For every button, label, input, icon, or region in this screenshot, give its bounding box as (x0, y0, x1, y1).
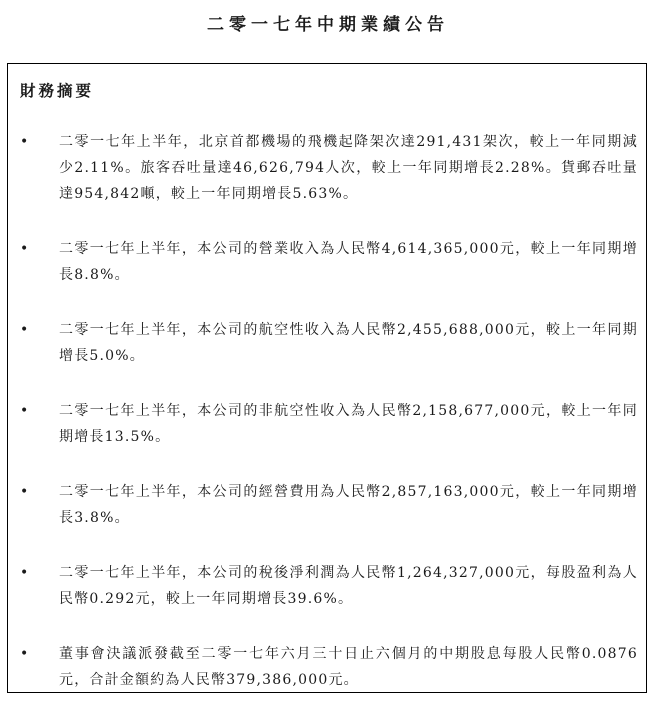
summary-item-net-profit (8, 560, 646, 612)
bullet-icon: • (20, 322, 29, 338)
bullet-icon: • (20, 646, 29, 662)
summary-item-text: 二零一七年上半年，本公司的航空性收入為人民幣2,455,688,000元，較上一年同期增長5.0%。 (59, 322, 638, 364)
bullet-icon: • (20, 484, 29, 500)
summary-item-text: 二零一七年上半年，本公司的營業收入為人民幣4,614,365,000元，較上一年同期增長8.8%。 (59, 241, 638, 283)
summary-item-text: 二零一七年上半年，本公司的非航空性收入為人民幣2,158,677,000元，較上一年同期增長13.5%。 (59, 403, 638, 445)
bullet-icon: • (20, 241, 29, 257)
bullet-icon: • (20, 134, 29, 150)
summary-item-traffic (8, 129, 646, 207)
page-title: 二零一七年中期業績公告 (207, 15, 449, 35)
summary-item-non-aeronautical-revenue (8, 398, 646, 450)
summary-item-operating-expenses (8, 479, 646, 531)
summary-item-text: 二零一七年上半年，本公司的經營費用為人民幣2,857,163,000元，較上一年同期增長3.8%。 (59, 484, 638, 526)
bullet-icon: • (20, 403, 29, 419)
section-heading: 財務摘要 (20, 81, 95, 100)
summary-item-aeronautical-revenue (8, 317, 646, 369)
summary-item-text: 二零一七年上半年，本公司的稅後淨利潤為人民幣1,264,327,000元，每股盈利為人民幣0.292元，較上一年同期增長39.6%。 (59, 565, 638, 607)
summary-item-text: 二零一七年上半年，北京首都機場的飛機起降架次達291,431架次，較上一年同期減少2.11%。旅客吞吐量達46,626,794人次，較上一年同期增長2.28%。貨郵吞吐量達954,842噸，較上一年同期增長5.63%。 (59, 134, 638, 202)
summary-item-text: 董事會決議派發截至二零一七年六月三十日止六個月的中期股息每股人民幣0.0876元，合計金額約為人民幣379,386,000元。 (59, 646, 638, 688)
summary-item-interim-dividend (8, 641, 646, 693)
summary-item-revenue (8, 236, 646, 288)
summary-list (8, 129, 646, 722)
bullet-icon: • (20, 565, 29, 581)
financial-summary-box (7, 63, 647, 693)
